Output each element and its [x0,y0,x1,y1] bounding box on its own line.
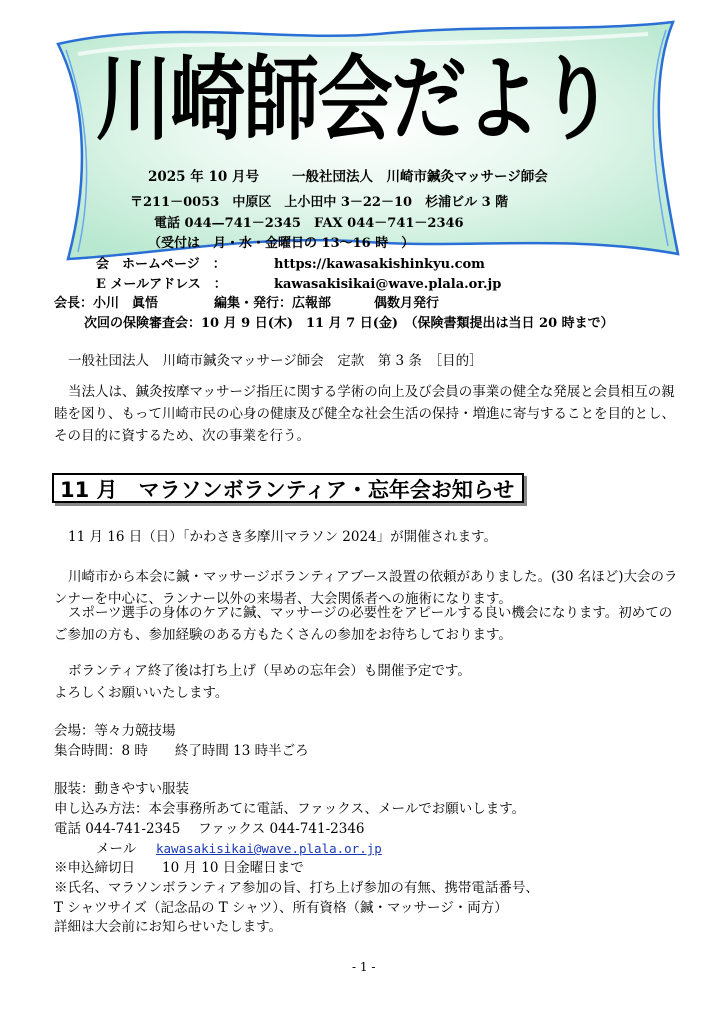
homepage-label: 会 ホームページ ： [96,257,226,272]
office-hours: （受付は 月・水・金曜日の 13～16 時 ） [148,236,415,251]
mail-label: メール [96,841,137,857]
header-email[interactable]: kawasakisikai@wave.plala.or.jp [274,277,502,292]
meeting-time: 集合時間：8 時 終了時間 13 時半ごろ [54,743,309,759]
notice-heading: 11 月 マラソンボランティア・忘年会お知らせ [52,473,524,503]
editor: 編集・発行：広報部 [214,296,332,311]
president: 会長：小川 眞悟 [54,296,159,311]
regards: よろしくお願いいたします。 [54,685,229,701]
requirements-line2: T シャツサイズ（記念品の T シャツ）、所有資格（鍼・マッサージ・両方） [54,900,508,916]
organization-name: 一般社団法人 川崎市鍼灸マッサージ師会 [292,169,548,185]
dress-code: 服装：動きやすい服装 [54,781,189,797]
email-label: E メールアドレス ： [96,277,227,292]
volunteer-request: 川崎市から本会に鍼・マッサージボランティアブース設置の依頼がありました。(30 名ほど)大会のランナーを中心に、ランナー以外の来場者、大会関係者への施術になります。 [54,569,678,607]
closing-note: 詳細は大会前にお知らせいたします。 [54,919,283,935]
inspection-schedule: 次回の保険審査会：10 月 9 日(木) 11 月 7 日(金) （保険書類提出は当日 20 時まで） [84,316,614,331]
requirements-line1: ※氏名、マラソンボランティア参加の旨、打ち上げ参加の有無、携帯電話番号、 [54,880,539,896]
page-number: - 1 - [352,960,376,974]
mail-link[interactable]: kawasakisikai@wave.plala.or.jp [156,841,382,856]
issue-date: 2025 年 10 月号 [148,169,259,185]
newsletter-title: 川崎師会だより [96,46,613,153]
articles-heading: 一般社団法人 川崎市鍼灸マッサージ師会 定款 第 3 条 ［目的］ [68,353,483,369]
contact-numbers: 電話 044-741-2345 ファックス 044-741-2346 [54,821,365,837]
deadline: ※申込締切日 10 月 10 日金曜日まで [54,860,304,876]
volunteer-appeal: スポーツ選手の身体のケアに鍼、マッサージの必要性をアピールする良い機会になります。初めてのご参加の方も、参加経験のある方もたくさんの参加をお待ちしております。 [54,605,673,643]
phone-fax: 電話 044—741－2345 FAX 044－741－2346 [154,216,464,231]
after-party: ボランティア終了後は打ち上げ（早めの忘年会）も開催予定です。 [68,663,471,679]
articles-body: 当法人は、鍼灸按摩マッサージ指圧に関する学術の向上及び会員の事業の健全な発展と会員相互の親睦を図り、もって川崎市民の心身の健康及び健全な社会生活の保持・増進に寄与することを目的とし、その目的に資するため、次の事業を行う。 [54,384,675,444]
venue: 会場：等々力競技場 [54,723,176,739]
address: 〒211－0053 中原区 上小田中 3－22－10 杉浦ビル 3 階 [130,195,509,210]
marathon-date: 11 月 16 日（日）「かわさき多摩川マラソン 2024」が開催されます。 [68,529,498,545]
how-to-apply: 申し込み方法：本会事務所あてに電話、ファックス、メールでお願いします。 [54,801,526,817]
homepage-url[interactable]: https://kawasakishinkyu.com [274,257,485,272]
publication-frequency: 偶数月発行 [374,296,440,311]
